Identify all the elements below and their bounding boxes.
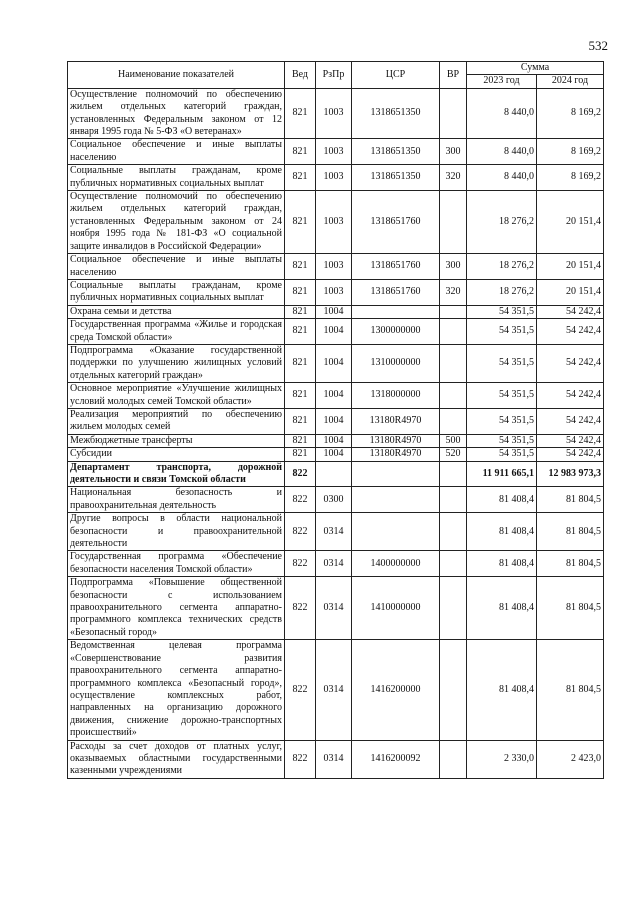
table-row (68, 551, 604, 577)
row-vr-cell (440, 319, 467, 345)
row-name-cell: Охрана семьи и детства (68, 305, 285, 318)
row-csr-cell: 13180R4970 (352, 408, 440, 434)
row-sum-2023-cell: 2 330,0 (467, 740, 537, 778)
row-rzpr-cell: 1004 (316, 408, 352, 434)
row-ved-cell: 821 (285, 279, 316, 305)
row-name-cell: Осуществление полномочий по обеспечению жильем отдельных категорий граждан, установленных Федеральным законом от 12 января 1995 года № 5-ФЗ «О ветеранах» (68, 88, 285, 139)
row-csr-cell: 1318651760 (352, 254, 440, 280)
row-sum-2024-cell: 2 423,0 (537, 740, 604, 778)
row-csr-cell (352, 487, 440, 513)
row-rzpr-cell: 1004 (316, 434, 352, 447)
row-ved-cell: 822 (285, 461, 316, 487)
row-vr-cell (440, 740, 467, 778)
row-ved-cell: 821 (285, 408, 316, 434)
row-sum-2023-cell: 54 351,5 (467, 305, 537, 318)
row-rzpr-cell: 1004 (316, 344, 352, 382)
row-sum-2024-cell: 20 151,4 (537, 279, 604, 305)
row-sum-2024-cell: 54 242,4 (537, 305, 604, 318)
row-sum-2023-cell: 8 440,0 (467, 88, 537, 139)
row-csr-cell: 1318651760 (352, 191, 440, 254)
row-sum-2024-cell: 20 151,4 (537, 254, 604, 280)
row-sum-2024-cell: 8 169,2 (537, 139, 604, 165)
row-ved-cell: 821 (285, 344, 316, 382)
row-vr-cell (440, 344, 467, 382)
row-sum-2024-cell: 54 242,4 (537, 434, 604, 447)
table-row (68, 487, 604, 513)
row-rzpr-cell: 1004 (316, 319, 352, 345)
row-name-cell: Социальные выплаты гражданам, кроме публичных нормативных социальных выплат (68, 279, 285, 305)
row-ved-cell: 821 (285, 139, 316, 165)
page-number: 532 (588, 38, 608, 53)
row-vr-cell: 300 (440, 254, 467, 280)
table-row (68, 577, 604, 640)
row-sum-2024-cell: 81 804,5 (537, 551, 604, 577)
row-vr-cell (440, 487, 467, 513)
row-sum-2023-cell: 54 351,5 (467, 383, 537, 409)
row-sum-2023-cell: 54 351,5 (467, 448, 537, 461)
row-vr-cell (440, 191, 467, 254)
row-name-cell: Расходы за счет доходов от платных услуг, оказываемых областными государственными казенными учреждениями (68, 740, 285, 778)
row-vr-cell: 520 (440, 448, 467, 461)
row-sum-2023-cell: 18 276,2 (467, 191, 537, 254)
row-sum-2024-cell: 81 804,5 (537, 577, 604, 640)
row-vr-cell: 320 (440, 279, 467, 305)
row-ved-cell: 821 (285, 165, 316, 191)
table-row (68, 461, 604, 487)
header-year-2024: 2024 год (537, 75, 604, 88)
row-vr-cell (440, 551, 467, 577)
row-name-cell: Национальная безопасность и правоохранительная деятельность (68, 487, 285, 513)
header-csr: ЦСР (352, 62, 440, 89)
row-sum-2023-cell: 8 440,0 (467, 165, 537, 191)
row-sum-2023-cell: 81 408,4 (467, 487, 537, 513)
row-vr-cell (440, 640, 467, 740)
row-csr-cell: 13180R4970 (352, 448, 440, 461)
table-body (68, 88, 604, 778)
row-vr-cell (440, 383, 467, 409)
row-ved-cell: 822 (285, 740, 316, 778)
budget-table (67, 61, 604, 779)
table-row (68, 191, 604, 254)
row-csr-cell (352, 461, 440, 487)
row-name-cell: Реализация мероприятий по обеспечению жильем молодых семей (68, 408, 285, 434)
row-rzpr-cell: 1003 (316, 139, 352, 165)
table-row (68, 305, 604, 318)
table-header (68, 62, 604, 89)
row-rzpr-cell: 1004 (316, 305, 352, 318)
row-sum-2023-cell: 54 351,5 (467, 344, 537, 382)
row-csr-cell: 1318651350 (352, 139, 440, 165)
row-rzpr-cell: 1003 (316, 279, 352, 305)
row-csr-cell (352, 513, 440, 551)
table-row (68, 434, 604, 447)
row-rzpr-cell: 0300 (316, 487, 352, 513)
header-name: Наименование показателей (68, 62, 285, 89)
table-row (68, 513, 604, 551)
table-row (68, 254, 604, 280)
row-csr-cell: 1410000000 (352, 577, 440, 640)
row-name-cell: Другие вопросы в области национальной безопасности и правоохранительной деятельности (68, 513, 285, 551)
row-rzpr-cell: 0314 (316, 640, 352, 740)
row-rzpr-cell: 0314 (316, 513, 352, 551)
row-ved-cell: 821 (285, 448, 316, 461)
row-name-cell: Социальные выплаты гражданам, кроме публичных нормативных социальных выплат (68, 165, 285, 191)
row-sum-2024-cell: 12 983 973,3 (537, 461, 604, 487)
row-rzpr-cell: 1004 (316, 448, 352, 461)
row-name-cell: Государственная программа «Жилье и городская среда Томской области» (68, 319, 285, 345)
row-csr-cell: 1310000000 (352, 344, 440, 382)
row-vr-cell: 300 (440, 139, 467, 165)
row-rzpr-cell: 0314 (316, 740, 352, 778)
row-rzpr-cell: 1003 (316, 88, 352, 139)
header-sum: Сумма (467, 62, 604, 75)
row-name-cell: Межбюджетные трансферты (68, 434, 285, 447)
row-rzpr-cell: 0314 (316, 551, 352, 577)
table-row (68, 165, 604, 191)
row-ved-cell: 821 (285, 383, 316, 409)
row-rzpr-cell: 1003 (316, 191, 352, 254)
table-row (68, 88, 604, 139)
row-sum-2023-cell: 54 351,5 (467, 434, 537, 447)
row-rzpr-cell: 1003 (316, 254, 352, 280)
row-ved-cell: 821 (285, 191, 316, 254)
table-row (68, 640, 604, 740)
row-sum-2024-cell: 81 804,5 (537, 513, 604, 551)
row-name-cell: Государственная программа «Обеспечение безопасности населения Томской области» (68, 551, 285, 577)
row-vr-cell: 500 (440, 434, 467, 447)
row-rzpr-cell (316, 461, 352, 487)
row-sum-2024-cell: 81 804,5 (537, 487, 604, 513)
row-rzpr-cell: 1004 (316, 383, 352, 409)
row-name-cell: Подпрограмма «Повышение общественной безопасности с использованием правоохранительного сегмента аппаратно-программного комплекса технических средств «Безопасный город» (68, 577, 285, 640)
table-row (68, 383, 604, 409)
row-csr-cell: 1300000000 (352, 319, 440, 345)
row-name-cell: Осуществление полномочий по обеспечению жильем отдельных категорий граждан, установленных Федеральным законом от 24 ноября 1995 года № 181-ФЗ «О социальной защите инвалидов в Российской Федерации» (68, 191, 285, 254)
row-sum-2024-cell: 54 242,4 (537, 408, 604, 434)
row-csr-cell: 1318651350 (352, 88, 440, 139)
row-ved-cell: 822 (285, 640, 316, 740)
row-sum-2023-cell: 8 440,0 (467, 139, 537, 165)
table-row (68, 279, 604, 305)
row-rzpr-cell: 0314 (316, 577, 352, 640)
row-sum-2023-cell: 18 276,2 (467, 279, 537, 305)
row-ved-cell: 822 (285, 487, 316, 513)
row-sum-2024-cell: 8 169,2 (537, 88, 604, 139)
table-row (68, 740, 604, 778)
row-sum-2023-cell: 81 408,4 (467, 577, 537, 640)
row-sum-2023-cell: 81 408,4 (467, 513, 537, 551)
row-ved-cell: 822 (285, 577, 316, 640)
header-year-2023: 2023 год (467, 75, 537, 88)
row-csr-cell: 13180R4970 (352, 434, 440, 447)
row-sum-2023-cell: 54 351,5 (467, 408, 537, 434)
row-csr-cell: 1416200092 (352, 740, 440, 778)
row-ved-cell: 822 (285, 513, 316, 551)
table-row (68, 448, 604, 461)
row-sum-2024-cell: 54 242,4 (537, 448, 604, 461)
row-sum-2024-cell: 20 151,4 (537, 191, 604, 254)
row-name-cell: Ведомственная целевая программа «Совершенствование развития правоохранительного сегмента аппаратно-программного комплекса «Безопасный город», осуществление комплексных работ, направленных на организацию дорожного движения, снижение дорожно-транспортных происшествий» (68, 640, 285, 740)
row-ved-cell: 821 (285, 305, 316, 318)
table-row (68, 319, 604, 345)
row-vr-cell (440, 88, 467, 139)
table-row (68, 408, 604, 434)
row-sum-2024-cell: 54 242,4 (537, 383, 604, 409)
row-csr-cell: 1318000000 (352, 383, 440, 409)
row-name-cell: Социальное обеспечение и иные выплаты населению (68, 254, 285, 280)
row-sum-2023-cell: 18 276,2 (467, 254, 537, 280)
row-sum-2023-cell: 11 911 665,1 (467, 461, 537, 487)
row-vr-cell (440, 513, 467, 551)
row-sum-2023-cell: 81 408,4 (467, 640, 537, 740)
row-vr-cell: 320 (440, 165, 467, 191)
header-vr: ВР (440, 62, 467, 89)
table-row (68, 344, 604, 382)
row-csr-cell: 1318651760 (352, 279, 440, 305)
row-csr-cell: 1318651350 (352, 165, 440, 191)
row-name-cell: Субсидии (68, 448, 285, 461)
table-row (68, 139, 604, 165)
row-sum-2024-cell: 54 242,4 (537, 344, 604, 382)
row-csr-cell (352, 305, 440, 318)
row-vr-cell (440, 408, 467, 434)
row-sum-2023-cell: 54 351,5 (467, 319, 537, 345)
row-vr-cell (440, 461, 467, 487)
row-sum-2024-cell: 8 169,2 (537, 165, 604, 191)
row-vr-cell (440, 305, 467, 318)
row-vr-cell (440, 577, 467, 640)
header-rzpr: РзПр (316, 62, 352, 89)
row-name-cell: Департамент транспорта, дорожной деятельности и связи Томской области (68, 461, 285, 487)
row-csr-cell: 1416200000 (352, 640, 440, 740)
row-ved-cell: 821 (285, 319, 316, 345)
row-csr-cell: 1400000000 (352, 551, 440, 577)
row-rzpr-cell: 1003 (316, 165, 352, 191)
row-ved-cell: 822 (285, 551, 316, 577)
row-ved-cell: 821 (285, 434, 316, 447)
row-ved-cell: 821 (285, 254, 316, 280)
row-sum-2024-cell: 81 804,5 (537, 640, 604, 740)
row-name-cell: Социальное обеспечение и иные выплаты населению (68, 139, 285, 165)
row-sum-2024-cell: 54 242,4 (537, 319, 604, 345)
row-name-cell: Основное мероприятие «Улучшение жилищных условий молодых семей Томской области» (68, 383, 285, 409)
row-ved-cell: 821 (285, 88, 316, 139)
row-name-cell: Подпрограмма «Оказание государственной поддержки по улучшению жилищных условий отдельных категорий граждан» (68, 344, 285, 382)
row-sum-2023-cell: 81 408,4 (467, 551, 537, 577)
header-ved: Вед (285, 62, 316, 89)
